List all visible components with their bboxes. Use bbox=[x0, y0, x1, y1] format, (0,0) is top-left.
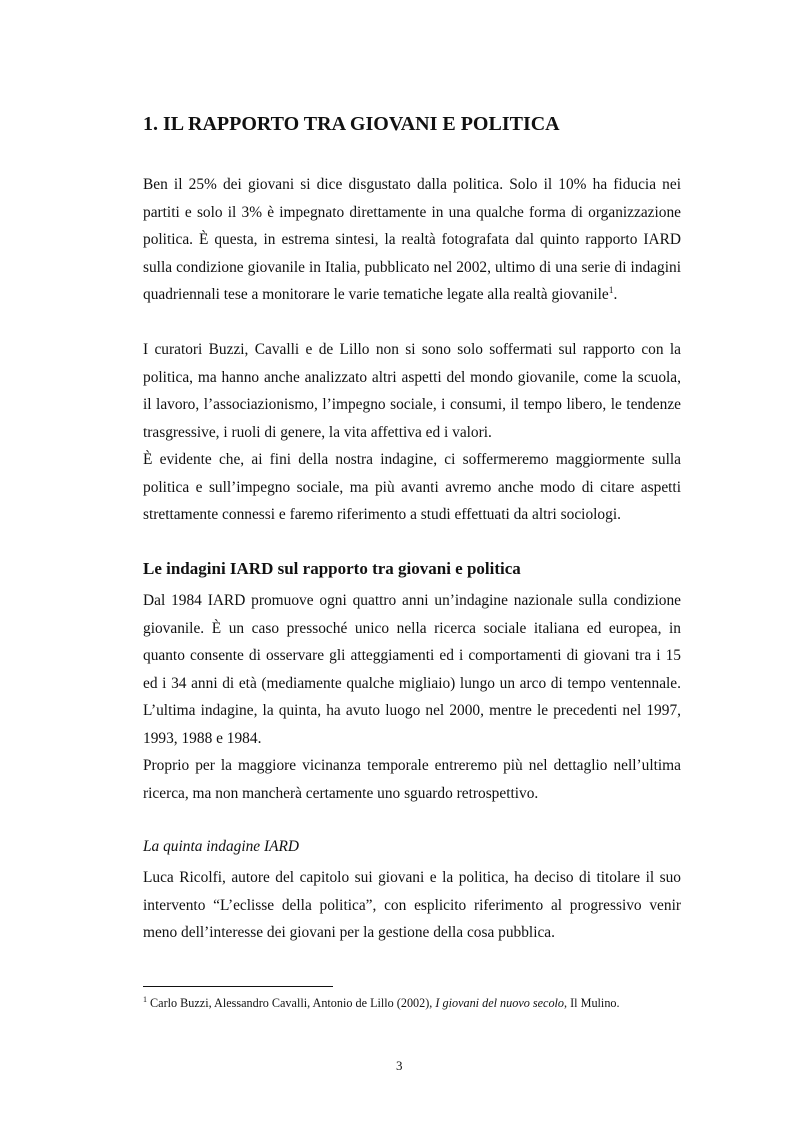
paragraph-4 bbox=[143, 587, 681, 753]
page-number: 3 bbox=[396, 1058, 403, 1073]
paragraph-1-end: . bbox=[613, 286, 618, 304]
paragraph-2-text: I curatori Buzzi, Cavalli e de Lillo non si sono solo soffermati sul rapporto con la politica, ma hanno anche analizzato altri aspetti del mondo giovanile, come la scuola, il lavoro, l’associazionismo, l’impegno sociale, i consumi, il tempo libero, le tendenze trasgressive, i ruoli di genere, la vita affettiva ed i valori. bbox=[143, 341, 681, 441]
footnote-number: 1 bbox=[143, 995, 147, 1004]
footnote bbox=[143, 992, 703, 1011]
subsection-title: La quinta indagine IARD bbox=[143, 838, 300, 855]
paragraph-1-text: Ben il 25% dei giovani si dice disgustato dalla politica. Solo il 10% ha fiducia nei partiti e solo il 3% è impegnato direttamente in una qualche forma di organizzazione politica. È questa, in estrema sintesi, la realtà fotografata dal quinto rapporto IARD sulla condizione giovanile in Italia, pubblicato nel 2002, ultimo di una serie di indagini quadriennali tese a monitorare le varie tematiche legate alla realtà giovanile bbox=[143, 176, 681, 304]
footnote-publisher: , Il Mulino. bbox=[564, 996, 620, 1010]
section-title: Le indagini IARD sul rapporto tra giovani e politica bbox=[143, 559, 521, 578]
footnote-authors: Carlo Buzzi, Alessandro Cavalli, Antonio de Lillo (2002), bbox=[147, 996, 436, 1010]
paragraph-3 bbox=[143, 446, 681, 529]
footnote-reference[interactable]: 1 bbox=[608, 286, 614, 297]
paragraph-5-text: Proprio per la maggiore vicinanza temporale entreremo più nel dettaglio nell’ultima ricerca, ma non mancherà certamente uno sguardo retrospettivo. bbox=[143, 757, 681, 802]
footnote-book-title: I giovani del nuovo secolo bbox=[435, 996, 565, 1010]
paragraph-6-text: Luca Ricolfi, autore del capitolo sui giovani e la politica, ha deciso di titolare il suo intervento “L’eclisse della politica”, con esplicito riferimento al progressivo venir meno dell’interesse dei giovani per la gestione della cosa pubblica. bbox=[143, 869, 681, 942]
footnote-separator bbox=[143, 986, 333, 987]
paragraph-3-text: È evidente che, ai fini della nostra indagine, ci soffermeremo maggiormente sulla politica e sull’impegno sociale, ma più avanti avremo anche modo di citare aspetti strettamente connessi e faremo riferimento a studi effettuati da altri sociologi. bbox=[143, 451, 681, 524]
chapter-title: 1. IL RAPPORTO TRA GIOVANI E POLITICA bbox=[143, 113, 560, 135]
paragraph-6 bbox=[143, 864, 681, 947]
paragraph-1 bbox=[143, 171, 681, 309]
paragraph-2 bbox=[143, 336, 681, 446]
paragraph-5 bbox=[143, 752, 681, 807]
paragraph-4-text: Dal 1984 IARD promuove ogni quattro anni un’indagine nazionale sulla condizione giovanile. È un caso pressoché unico nella ricerca sociale italiana ed europea, in quanto consente di osservare gli atteggiamenti ed i comportamenti di giovani tra i 15 ed i 34 anni di età (mediamente qualche migliaio) lungo un arco di tempo ventennale. L’ultima indagine, la quinta, ha avuto luogo nel 2000, mentre le precedenti nel 1997, 1993, 1988 e 1984. bbox=[143, 592, 681, 747]
